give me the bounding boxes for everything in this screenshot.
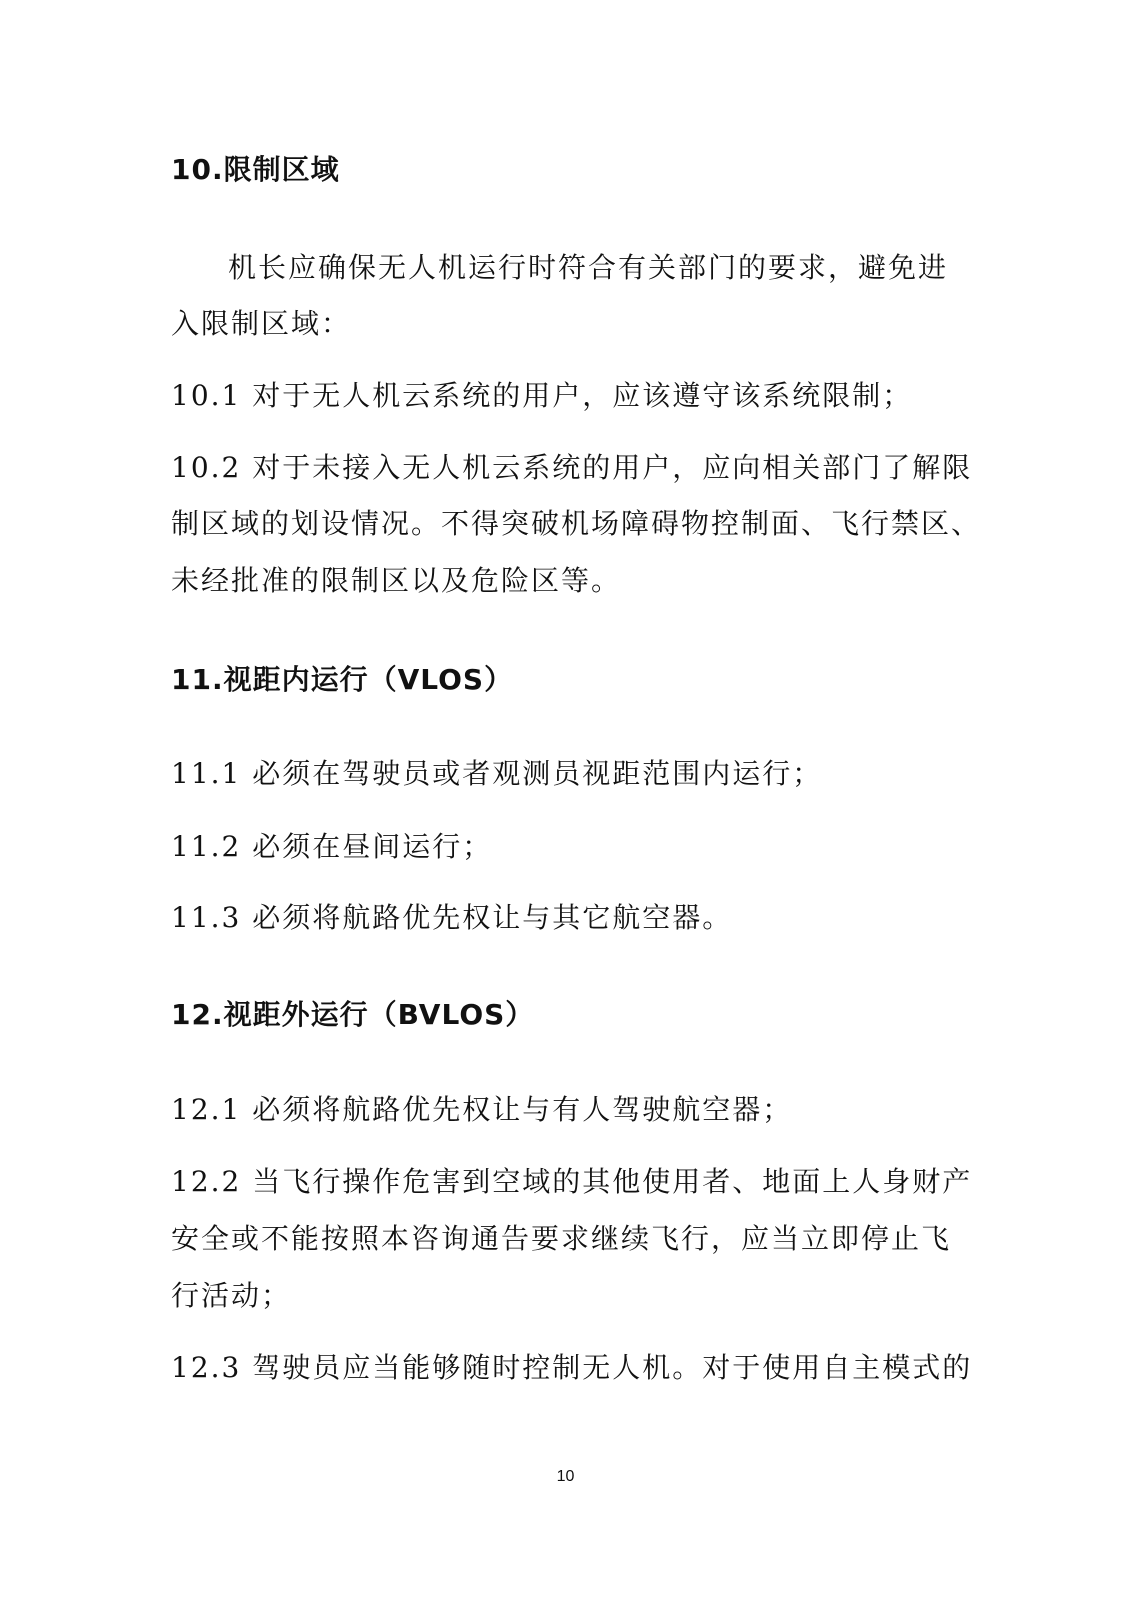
section-heading-10: 10.限制区域 bbox=[171, 153, 340, 186]
paragraph-line: 制区域的划设情况。不得突破机场障碍物控制面、飞行禁区、 bbox=[171, 507, 982, 540]
clause-12-2: 12.2 当飞行操作危害到空域的其他使用者、地面上人身财产 bbox=[171, 1165, 973, 1198]
clause-11-3: 11.3 必须将航路优先权让与其它航空器。 bbox=[171, 901, 733, 934]
clause-11-2: 11.2 必须在昼间运行； bbox=[171, 830, 493, 863]
clause-10-2: 10.2 对于未接入无人机云系统的用户，应向相关部门了解限 bbox=[171, 451, 973, 484]
clause-12-1: 12.1 必须将航路优先权让与有人驾驶航空器； bbox=[171, 1093, 793, 1126]
clause-11-1: 11.1 必须在驾驶员或者观测员视距范围内运行； bbox=[171, 757, 823, 790]
page-number: 10 bbox=[556, 1468, 575, 1485]
section-heading-11: 11.视距内运行（VLOS） bbox=[171, 663, 514, 696]
section-heading-12: 12.视距外运行（BVLOS） bbox=[171, 998, 535, 1031]
paragraph-line: 未经批准的限制区以及危险区等。 bbox=[171, 564, 622, 597]
paragraph-line: 入限制区域： bbox=[171, 307, 352, 340]
paragraph-line: 机长应确保无人机运行时符合有关部门的要求，避免进 bbox=[228, 251, 949, 284]
clause-10-1: 10.1 对于无人机云系统的用户，应该遵守该系统限制； bbox=[171, 379, 913, 412]
paragraph-line: 行活动； bbox=[171, 1279, 292, 1312]
clause-12-3: 12.3 驾驶员应当能够随时控制无人机。对于使用自主模式的 bbox=[171, 1351, 973, 1384]
paragraph-line: 安全或不能按照本咨询通告要求继续飞行，应当立即停止飞 bbox=[171, 1222, 952, 1255]
